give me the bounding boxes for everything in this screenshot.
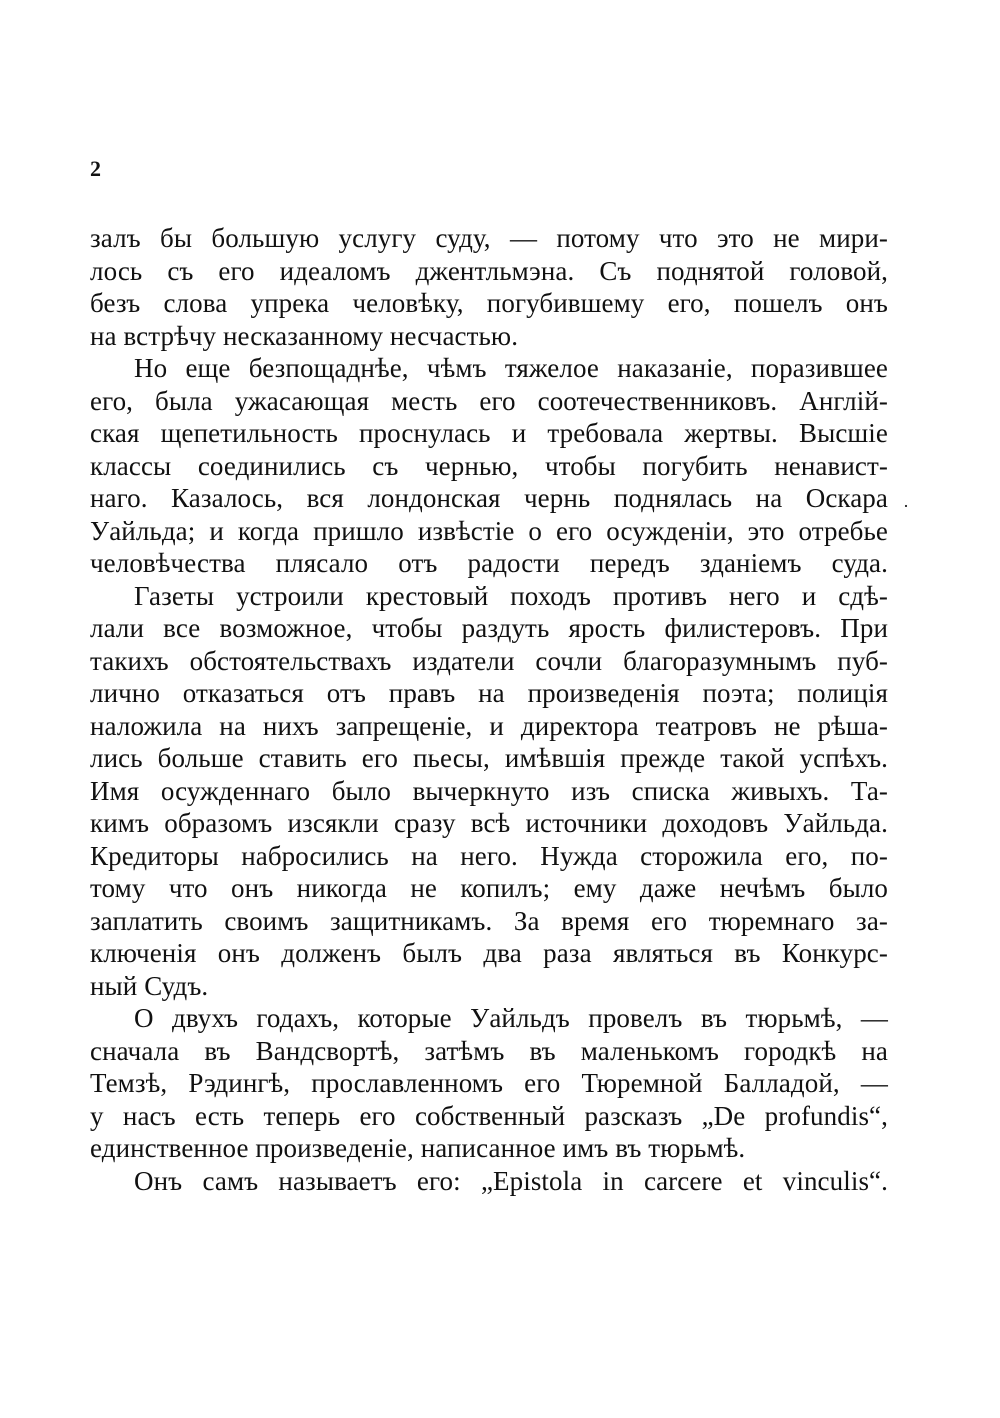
text-line: наго. Казалось, вся лондонская чернь поднялась на Оскара [90, 483, 888, 513]
text-line: Имя осужденнаго было вычеркнуто изъ списка живыхъ. Та- [90, 775, 888, 806]
text-line: лось съ его идеаломъ джентльмэна. Съ поднятой головой, [90, 255, 888, 286]
text-line: ская щепетильность проснулась и требовала жертвы. Высшіе [90, 418, 888, 448]
text-line: тому что онъ никогда не копилъ; ему даже нечѣмъ было [90, 873, 888, 903]
text-line: у насъ есть теперь его собственный разсказъ „De profundis“, [90, 1100, 888, 1131]
text-line: единственное произведеніе, написанное имъ въ тюрьмѣ. [90, 1133, 746, 1163]
margin-mark: · [903, 496, 909, 516]
text-line: Уайльда; и когда пришло извѣстіе о его осужденіи, это отребье [90, 515, 888, 546]
paragraph-3 [90, 580, 888, 1003]
text-line: О двухъ годахъ, которые Уайльдъ провелъ въ тюрьмѣ, — [134, 1003, 888, 1033]
text-line: кимъ образомъ изсякли сразу всѣ источники доходовъ Уайльда. [90, 808, 888, 838]
text-line: Онъ самъ называетъ его: „Epistola in carcere et vinculis“. [134, 1165, 888, 1196]
paragraph-5 [90, 1165, 888, 1198]
text-line: безъ слова упрека человѣку, погубившему его, пошелъ онъ [90, 288, 888, 318]
text-line: Но еще безпощаднѣе, чѣмъ тяжелое наказаніе, поразившее [134, 353, 888, 383]
text-line: классы соединились съ чернью, чтобы погубить ненавист- [90, 450, 888, 481]
text-line: человѣчества плясало отъ радости передъ зданіемъ суда. [90, 548, 888, 578]
text-line: лись больше ставить его пьесы, имѣвшія прежде такой успѣхъ. [90, 743, 888, 773]
text-line: Темзѣ, Рэдингѣ, прославленномъ его Тюремной Балладой, — [90, 1068, 888, 1098]
text-line: сначала въ Вандсвортѣ, затѣмъ въ маленькомъ городкѣ на [90, 1035, 888, 1066]
text-line: лали все возможное, чтобы раздуть ярость филистеровъ. При [90, 613, 888, 643]
text-line: заплатить своимъ защитникамъ. За время его тюремнаго за- [90, 905, 888, 936]
paragraph-4 [90, 1002, 888, 1165]
paragraph-1 [90, 222, 888, 352]
text-line: залъ бы большую услугу суду, — потому что это не мири- [90, 223, 888, 253]
text-line: ключенія онъ долженъ былъ два раза являться въ Конкурс- [90, 938, 888, 968]
text-line: такихъ обстоятельствахъ издатели сочли благоразумнымъ пуб- [90, 645, 888, 676]
text-line: Газеты устроили крестовый походъ противъ него и сдѣ- [134, 580, 888, 611]
body-text [90, 222, 888, 1197]
text-line: Кредиторы набросились на него. Нужда сторожила его, по- [90, 840, 888, 871]
text-line: наложила на нихъ запрещеніе, и директора театровъ не рѣша- [90, 710, 888, 741]
text-line: его, была ужасающая месть его соотечественниковъ. Англій- [90, 385, 888, 416]
text-line: ный Судъ. [90, 970, 209, 1001]
page-number: 2 [90, 156, 101, 181]
text-line: на встрѣчу несказанному несчастью. [90, 320, 519, 351]
paragraph-2 [90, 352, 888, 580]
text-line: лично отказаться отъ правъ на произведенія поэта; полиція [90, 678, 888, 708]
